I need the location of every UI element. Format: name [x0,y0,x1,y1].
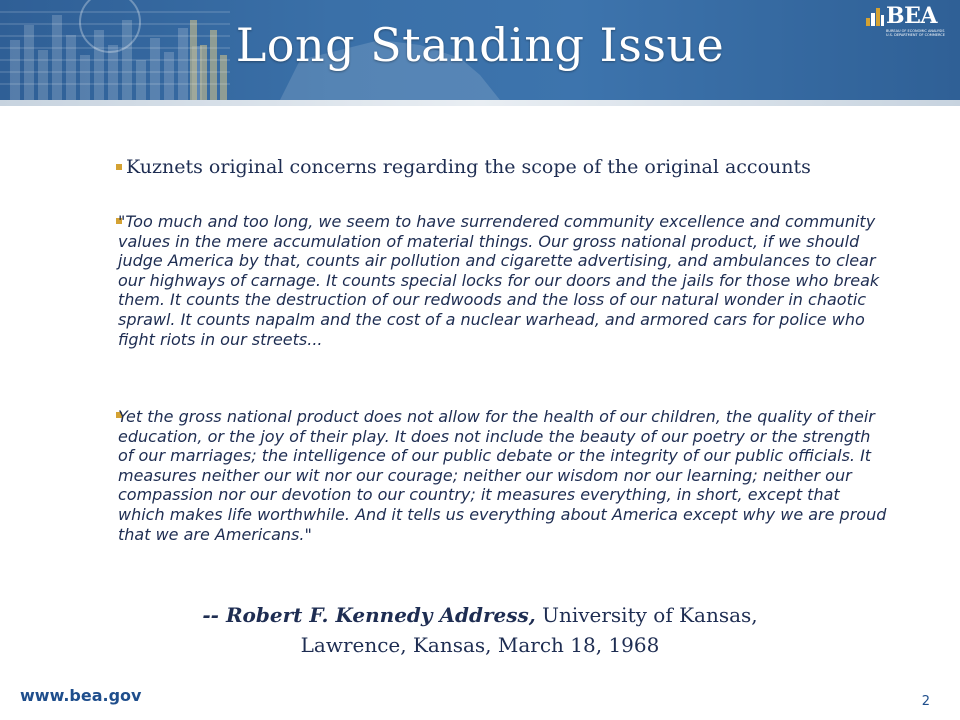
bullet-3-quote: Yet the gross national product does not allow for the health of our children, the quality of their education, or the joy of their play. It does not include the beauty of our poetry or the strength of our marriages; the intelligence of our public debate or the integrity of our public officials. It measures neither our wit nor our courage; neither our wisdom nor our learning; neither our compassion nor our devotion to our country; it measures everything, in short, except that which makes life worthwhile. And it tells us everything about America except why we are proud that we are Americans." [118,407,887,544]
attribution-prefix: -- [202,603,226,627]
attribution-venue: University of Kansas, [535,603,758,627]
header-rule [0,100,960,106]
page-number: 2 [921,694,930,709]
bullet-1-text: Kuznets original concerns regarding the scope of the original accounts [126,156,811,178]
footer-website-link[interactable]: www.bea.gov [20,686,142,705]
bea-logo-text: BEA [886,3,937,29]
bullet-2-quote: "Too much and too long, we seem to have surrendered community excellence and community values in the mere accumulation of material things. Our gross national product, if we should judge America by that, counts air pollution and cigarette advertising, and ambulances to clear our highways of carnage. It counts special locks for our doors and the jails for those who break them. It counts the destruction of our redwoods and the loss of our natural wonder in chaotic sprawl. It counts napalm and the cost of a nuclear warhead, and armored cars for police who fight riots in our streets... [118,212,880,349]
bea-logo-subtitle-2: U.S. DEPARTMENT OF COMMERCE [886,33,945,37]
slide-title: Long Standing Issue [235,18,725,72]
attribution-speaker: Robert F. Kennedy Address, [225,603,536,627]
bea-logo-subtitle-1: BUREAU OF ECONOMIC ANALYSIS [886,29,945,33]
bea-logo [866,3,946,40]
bullet-marker [116,164,122,170]
attribution-line-2: Lawrence, Kansas, March 18, 1968 [300,633,660,657]
bea-logo-icon [866,8,884,26]
header-banner [0,0,960,100]
attribution-line-1 [0,600,960,630]
